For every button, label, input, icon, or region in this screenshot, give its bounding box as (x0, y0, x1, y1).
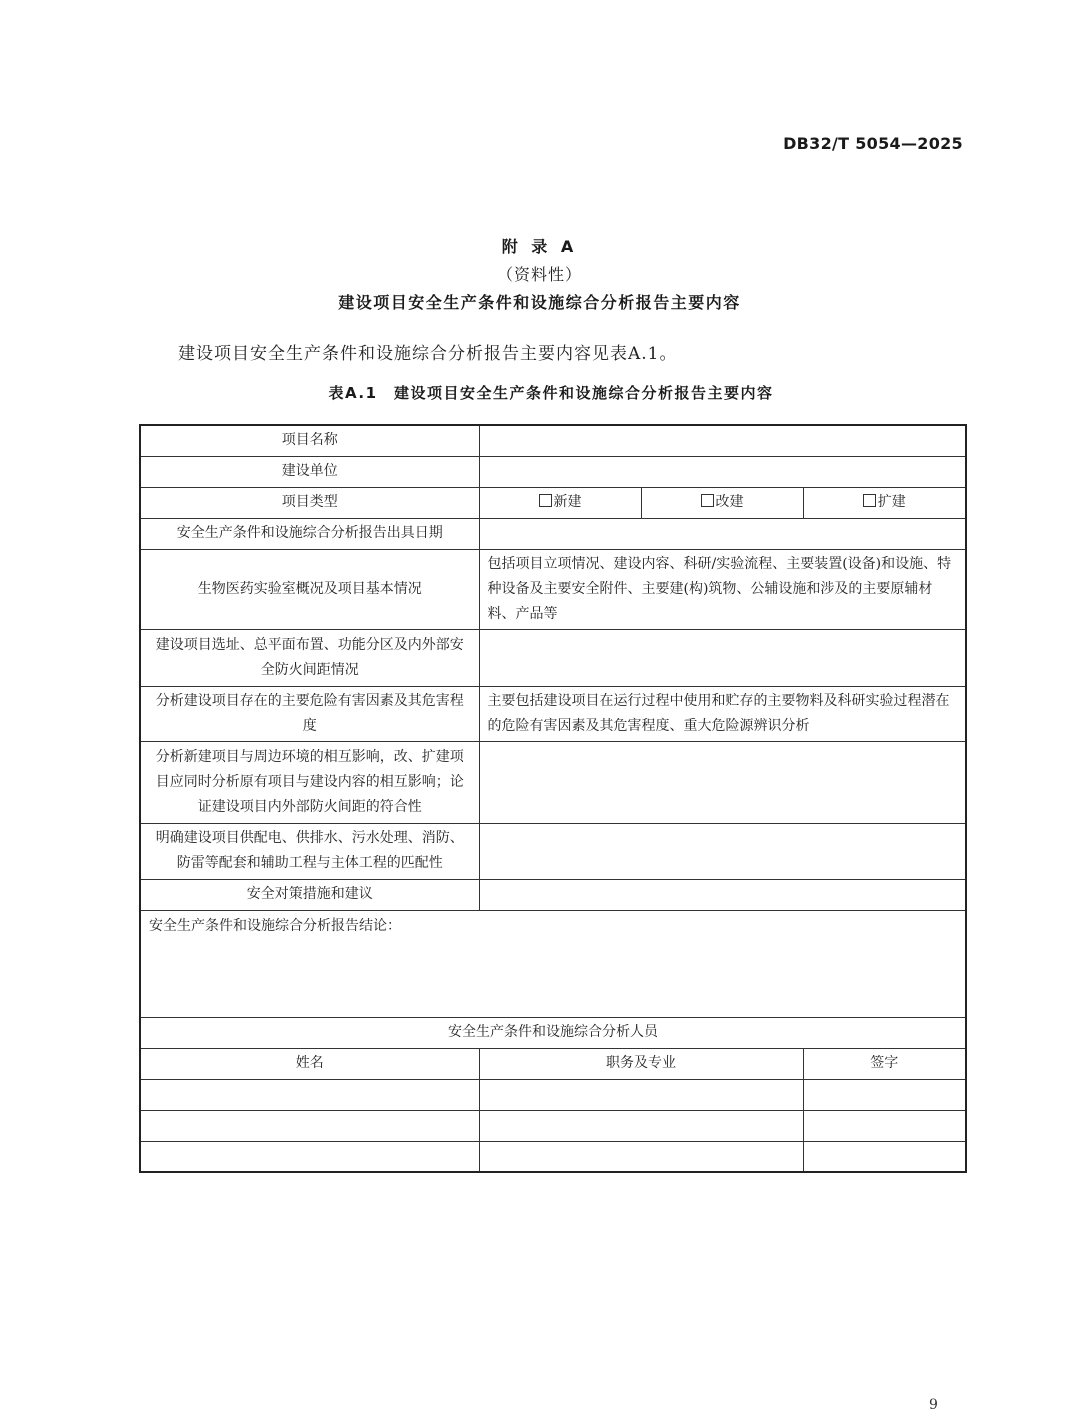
personnel-name-cell[interactable] (140, 1110, 479, 1141)
personnel-position-cell[interactable] (479, 1079, 803, 1110)
intro-paragraph: 建设项目安全生产条件和设施综合分析报告主要内容见表A.1。 (178, 344, 678, 364)
personnel-signature-cell[interactable] (803, 1141, 966, 1172)
countermeasures-label: 安全对策措施和建议 (140, 879, 479, 910)
personnel-position-cell[interactable] (479, 1141, 803, 1172)
personnel-header-signature: 签字 (803, 1048, 966, 1079)
table-row (140, 823, 966, 879)
site-layout-label: 建设项目选址、总平面布置、功能分区及内外部安全防火间距情况 (140, 629, 479, 686)
personnel-signature-cell[interactable] (803, 1110, 966, 1141)
table-row (140, 686, 966, 741)
project-name-value[interactable] (479, 425, 966, 456)
checkbox-icon[interactable] (863, 494, 876, 507)
table-row (140, 518, 966, 549)
personnel-name-cell[interactable] (140, 1079, 479, 1110)
type-option-label: 新建 (553, 494, 582, 510)
environment-impact-value[interactable] (479, 741, 966, 823)
standard-code: DB32/T 5054—2025 (783, 134, 963, 153)
auxiliary-match-label: 明确建设项目供配电、供排水、污水处理、消防、防雷等配套和辅助工程与主体工程的匹配性 (140, 823, 479, 879)
report-date-label: 安全生产条件和设施综合分析报告出具日期 (140, 518, 479, 549)
checkbox-icon[interactable] (701, 494, 714, 507)
personnel-header-position: 职务及专业 (479, 1048, 803, 1079)
table-row (140, 1079, 966, 1110)
auxiliary-match-value[interactable] (479, 823, 966, 879)
personnel-header-name: 姓名 (140, 1048, 479, 1079)
table-row (140, 456, 966, 487)
hazard-analysis-desc: 主要包括建设项目在运行过程中使用和贮存的主要物料及科研实验过程潜在的危险有害因素及其危害程度、重大危险源辨识分析 (479, 686, 966, 741)
table-row (140, 741, 966, 823)
countermeasures-value[interactable] (479, 879, 966, 910)
hazard-analysis-label: 分析建设项目存在的主要危险有害因素及其危害程度 (140, 686, 479, 741)
annex-title: 建设项目安全生产条件和设施综合分析报告主要内容 (338, 293, 741, 312)
type-option-rebuild[interactable] (641, 487, 803, 518)
table-row (140, 487, 966, 518)
project-type-label: 项目类型 (140, 487, 479, 518)
personnel-title: 安全生产条件和设施综合分析人员 (140, 1017, 966, 1048)
checkbox-icon[interactable] (539, 494, 552, 507)
page-number: 9 (929, 1397, 938, 1413)
table-caption: 表A.1 建设项目安全生产条件和设施综合分析报告主要内容 (328, 384, 774, 402)
personnel-name-cell[interactable] (140, 1141, 479, 1172)
annex-label: 附 录 A (501, 237, 578, 256)
type-option-label: 扩建 (877, 494, 906, 510)
conclusion-cell[interactable] (140, 910, 966, 1017)
table-row (140, 910, 966, 1017)
type-option-expand[interactable] (803, 487, 966, 518)
conclusion-label: 安全生产条件和设施综合分析报告结论： (149, 917, 401, 934)
lab-overview-label: 生物医药实验室概况及项目基本情况 (140, 549, 479, 629)
type-option-label: 改建 (715, 494, 744, 510)
report-content-table (139, 424, 967, 1173)
report-date-value[interactable] (479, 518, 966, 549)
table-row (140, 425, 966, 456)
table-row (140, 549, 966, 629)
lab-overview-desc: 包括项目立项情况、建设内容、科研/实验流程、主要装置(设备)和设施、特种设备及主要安全附件、主要建(构)筑物、公辅设施和涉及的主要原辅材料、产品等 (479, 549, 966, 629)
construction-unit-value[interactable] (479, 456, 966, 487)
table-row (140, 879, 966, 910)
personnel-signature-cell[interactable] (803, 1079, 966, 1110)
construction-unit-label: 建设单位 (140, 456, 479, 487)
annex-nature: （资料性） (496, 265, 582, 284)
project-name-label: 项目名称 (140, 425, 479, 456)
table-row (140, 1141, 966, 1172)
table-row (140, 1110, 966, 1141)
type-option-new[interactable] (479, 487, 641, 518)
site-layout-value[interactable] (479, 629, 966, 686)
table-row (140, 1048, 966, 1079)
environment-impact-label: 分析新建项目与周边环境的相互影响，改、扩建项目应同时分析原有项目与建设内容的相互影响；论证建设项目内外部防火间距的符合性 (140, 741, 479, 823)
personnel-position-cell[interactable] (479, 1110, 803, 1141)
table-row (140, 629, 966, 686)
table-row (140, 1017, 966, 1048)
